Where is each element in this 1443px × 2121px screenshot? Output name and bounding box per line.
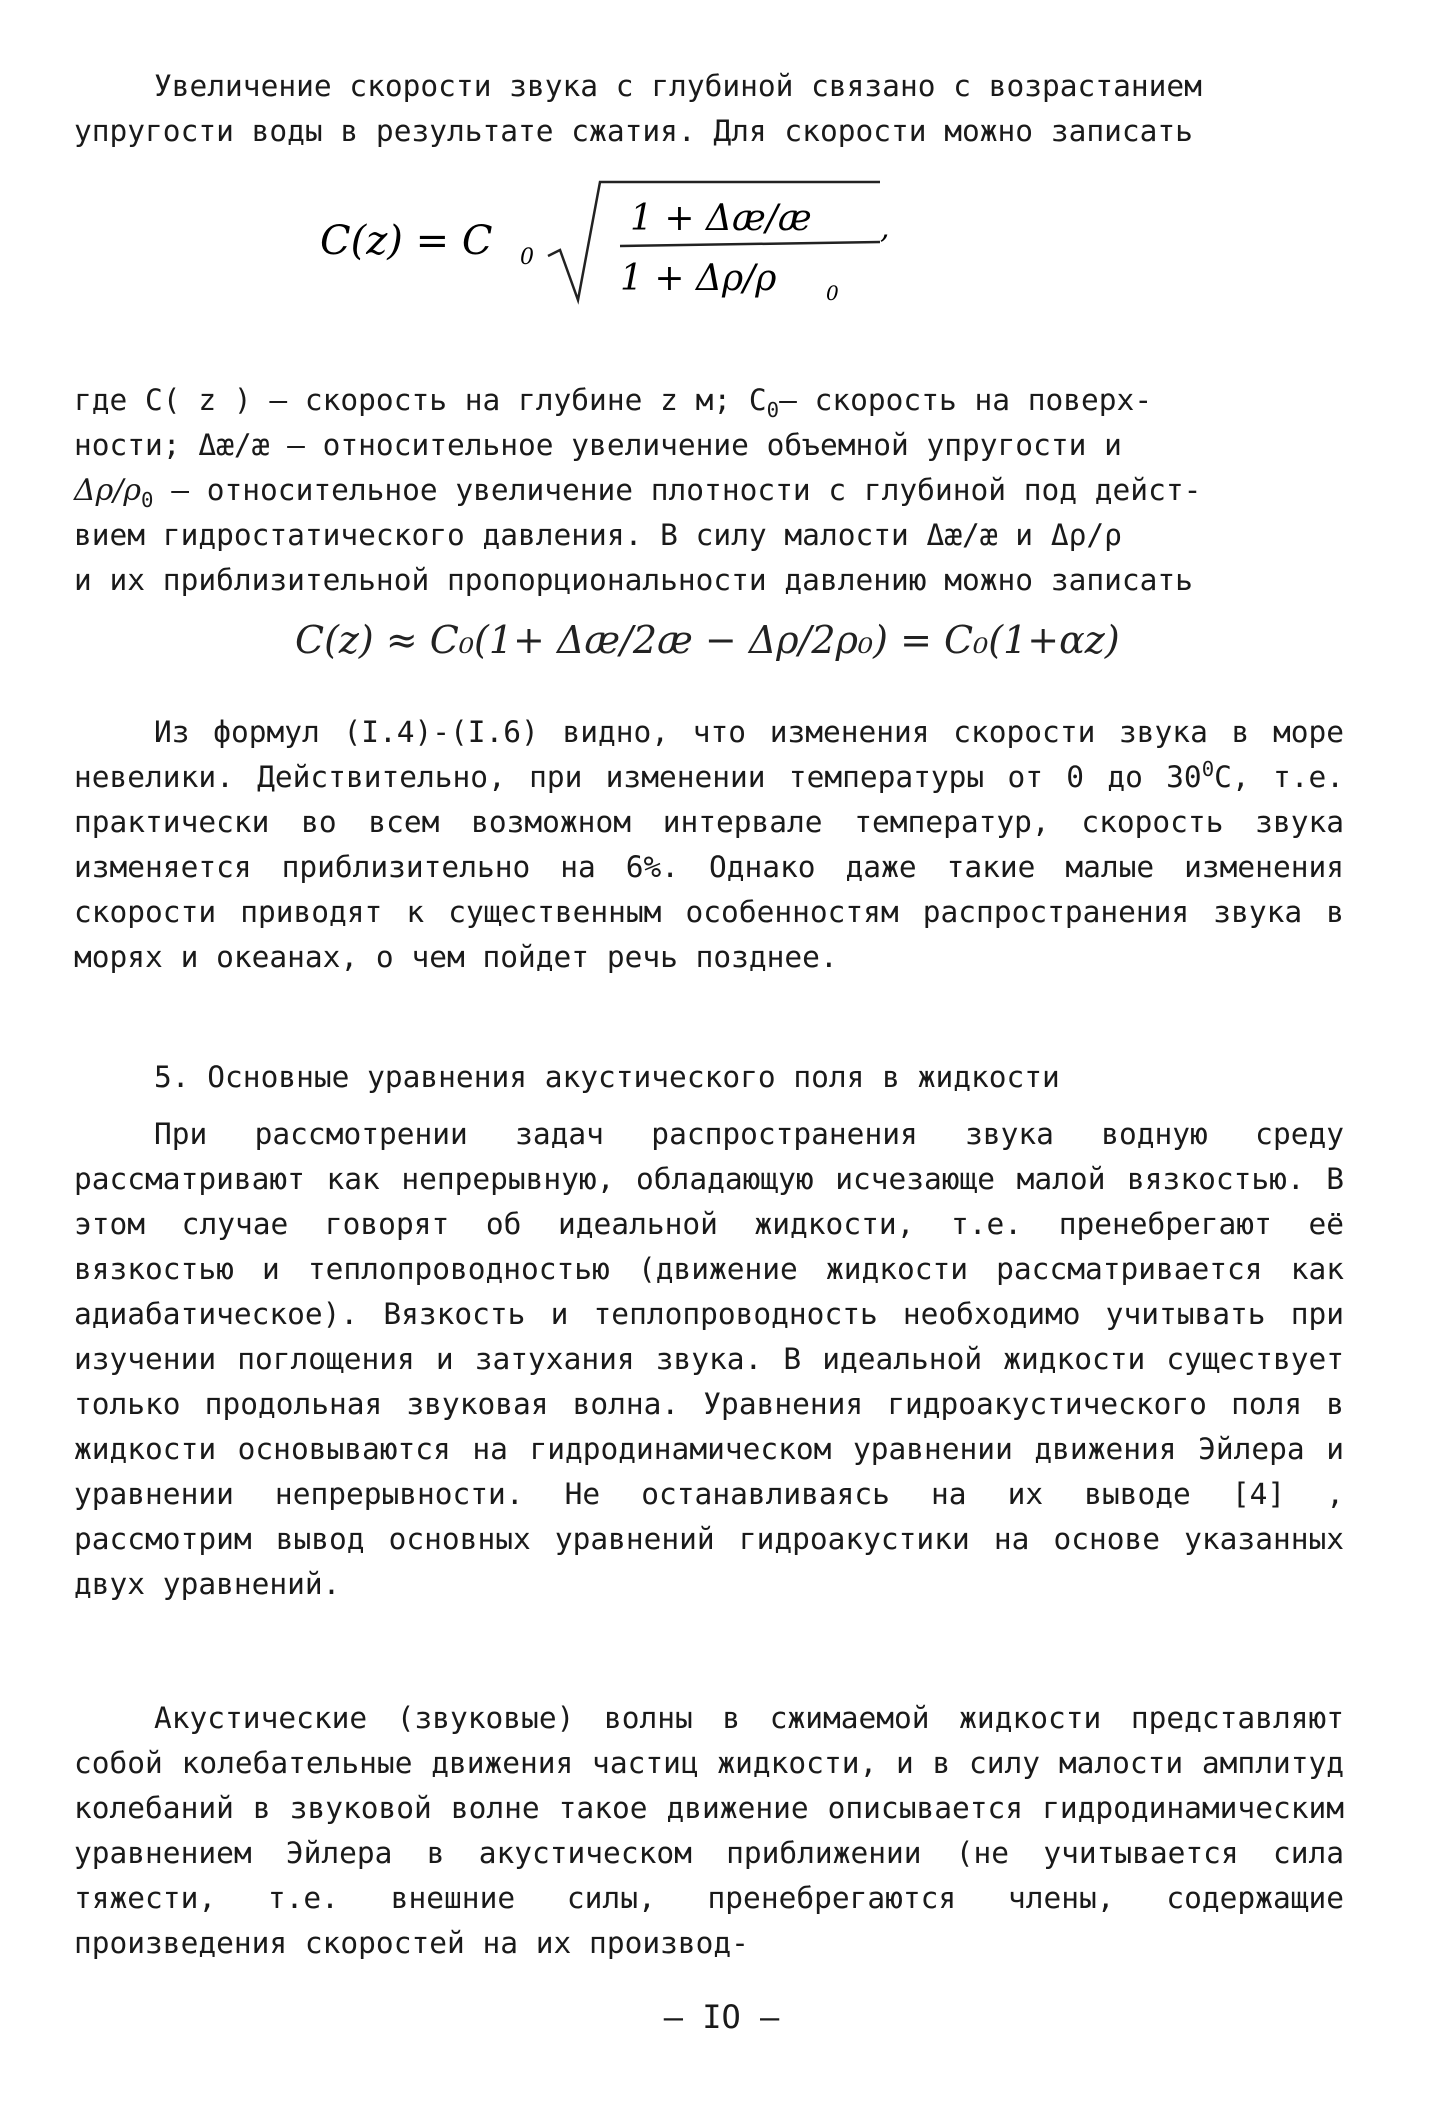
definitions-line-1-b: – скорость на поверх-: [779, 383, 1153, 417]
paragraph-acoustic-waves: [74, 1696, 1344, 1966]
definitions-line-3: [74, 468, 1344, 513]
intro-line-2: упругости воды в результате сжатия. Для скорости можно записать: [74, 114, 1193, 148]
definitions-line-5: и их приблизительной пропорциональности давлению можно записать: [74, 563, 1193, 597]
formula1-den-sub: 0: [826, 281, 839, 305]
formula1-comma: ,: [880, 211, 890, 246]
degree-sup: 0: [1201, 757, 1215, 782]
definitions-line-1-sub: 0: [766, 397, 780, 422]
page-number: – IO –: [663, 1998, 780, 2036]
paragraph-ideal-fluid-text: При рассмотрении задач распространения звука водную среду рассматривают как непрерывную, обладающую исчезающе малой вязкостью. В этом случае говорят об идеальной жидкости, т.е. пренебрегают её вязкостью и теплопроводностью (движение жидкости рассматривается как адиабатическое). Вязкость и теплопроводность необходимо учитывать при изучении поглощения и затухания звука. В идеальной жидкости существует только продольная звуковая волна. Уравнения гидроакустического поля в жидкости основываются на гидродинамическом уравнении движения Эйлера и уравнении непрерывности. Не останавливаясь на их выводе [4] , рассмотрим вывод основных уравнений гидроакустики на основе указанных двух уравнений.: [74, 1117, 1344, 1601]
formula-speed-depth: [320, 172, 920, 316]
definitions-paragraph: [74, 378, 1344, 603]
paragraph-temperature-text: [74, 710, 1344, 980]
formula1-denominator: 1 + Δρ/ρ: [620, 258, 777, 299]
definitions-line-1: [74, 378, 1344, 423]
paragraph-temperature: [74, 710, 1344, 980]
intro-line-1: Увеличение скорости звука с глубиной связано с возрастанием: [154, 69, 1202, 103]
definitions-line-3-b: – относительное увеличение плотности с глубиной под дейст-: [153, 473, 1202, 507]
paragraph-temperature-part2: С, т.е. практически во всем возможном интервале температур, скорость звука изменяется приблизительно на 6%. Однако даже такие малые изменения скорости приводят к существенным особенностям распространения звука в морях и океанах, о чем пойдет речь позднее.: [74, 760, 1345, 974]
paragraph-acoustic-waves-text: Акустические (звуковые) волны в сжимаемой жидкости представляют собой колебательные движения частиц жидкости, и в силу малости амплитуд колебаний в звуковой волне такое движение описывается гидродинамическим уравнением Эйлера в акустическом приближении (не учитывается сила тяжести, т.е. внешние силы, пренебрегаются члены, содержащие произведения скоростей на их производ-: [74, 1701, 1344, 1960]
definitions-line-1-a: где C( z ) – скорость на глубине z м; C: [74, 383, 767, 417]
definitions-line-3-a: Δρ/ρ: [74, 473, 142, 508]
paragraph-temperature-part1: Из формул (I.4)-(I.6) видно, что изменения скорости звука в море невелики. Действительно, при изменении температуры от 0 до 30: [74, 715, 1344, 794]
definitions-line-4: вием гидростатического давления. В силу малости Δæ/æ и Δρ/ρ: [74, 518, 1122, 552]
definitions-line-3-sub: 0: [141, 487, 154, 512]
definitions-line-2: ности; Δæ/æ – относительное увеличение объемной упругости и: [74, 428, 1122, 462]
formula-speed-depth-graphic: [320, 172, 920, 312]
formula-linear-approx: C(z) ≈ C₀(1+ Δæ/2æ − Δρ/2ρ₀) = C₀(1+αz): [295, 618, 1120, 662]
fraction-bar: [620, 242, 880, 246]
paragraph-ideal-fluid: [74, 1112, 1344, 1607]
formula1-numerator: 1 + Δæ/æ: [630, 198, 812, 239]
formula1-lhs: C(z) = C: [320, 218, 493, 264]
formula1-sub0: 0: [520, 245, 534, 270]
section-heading: 5. Основные уравнения акустического поля в жидкости: [154, 1060, 1060, 1094]
intro-paragraph: [74, 64, 1344, 154]
